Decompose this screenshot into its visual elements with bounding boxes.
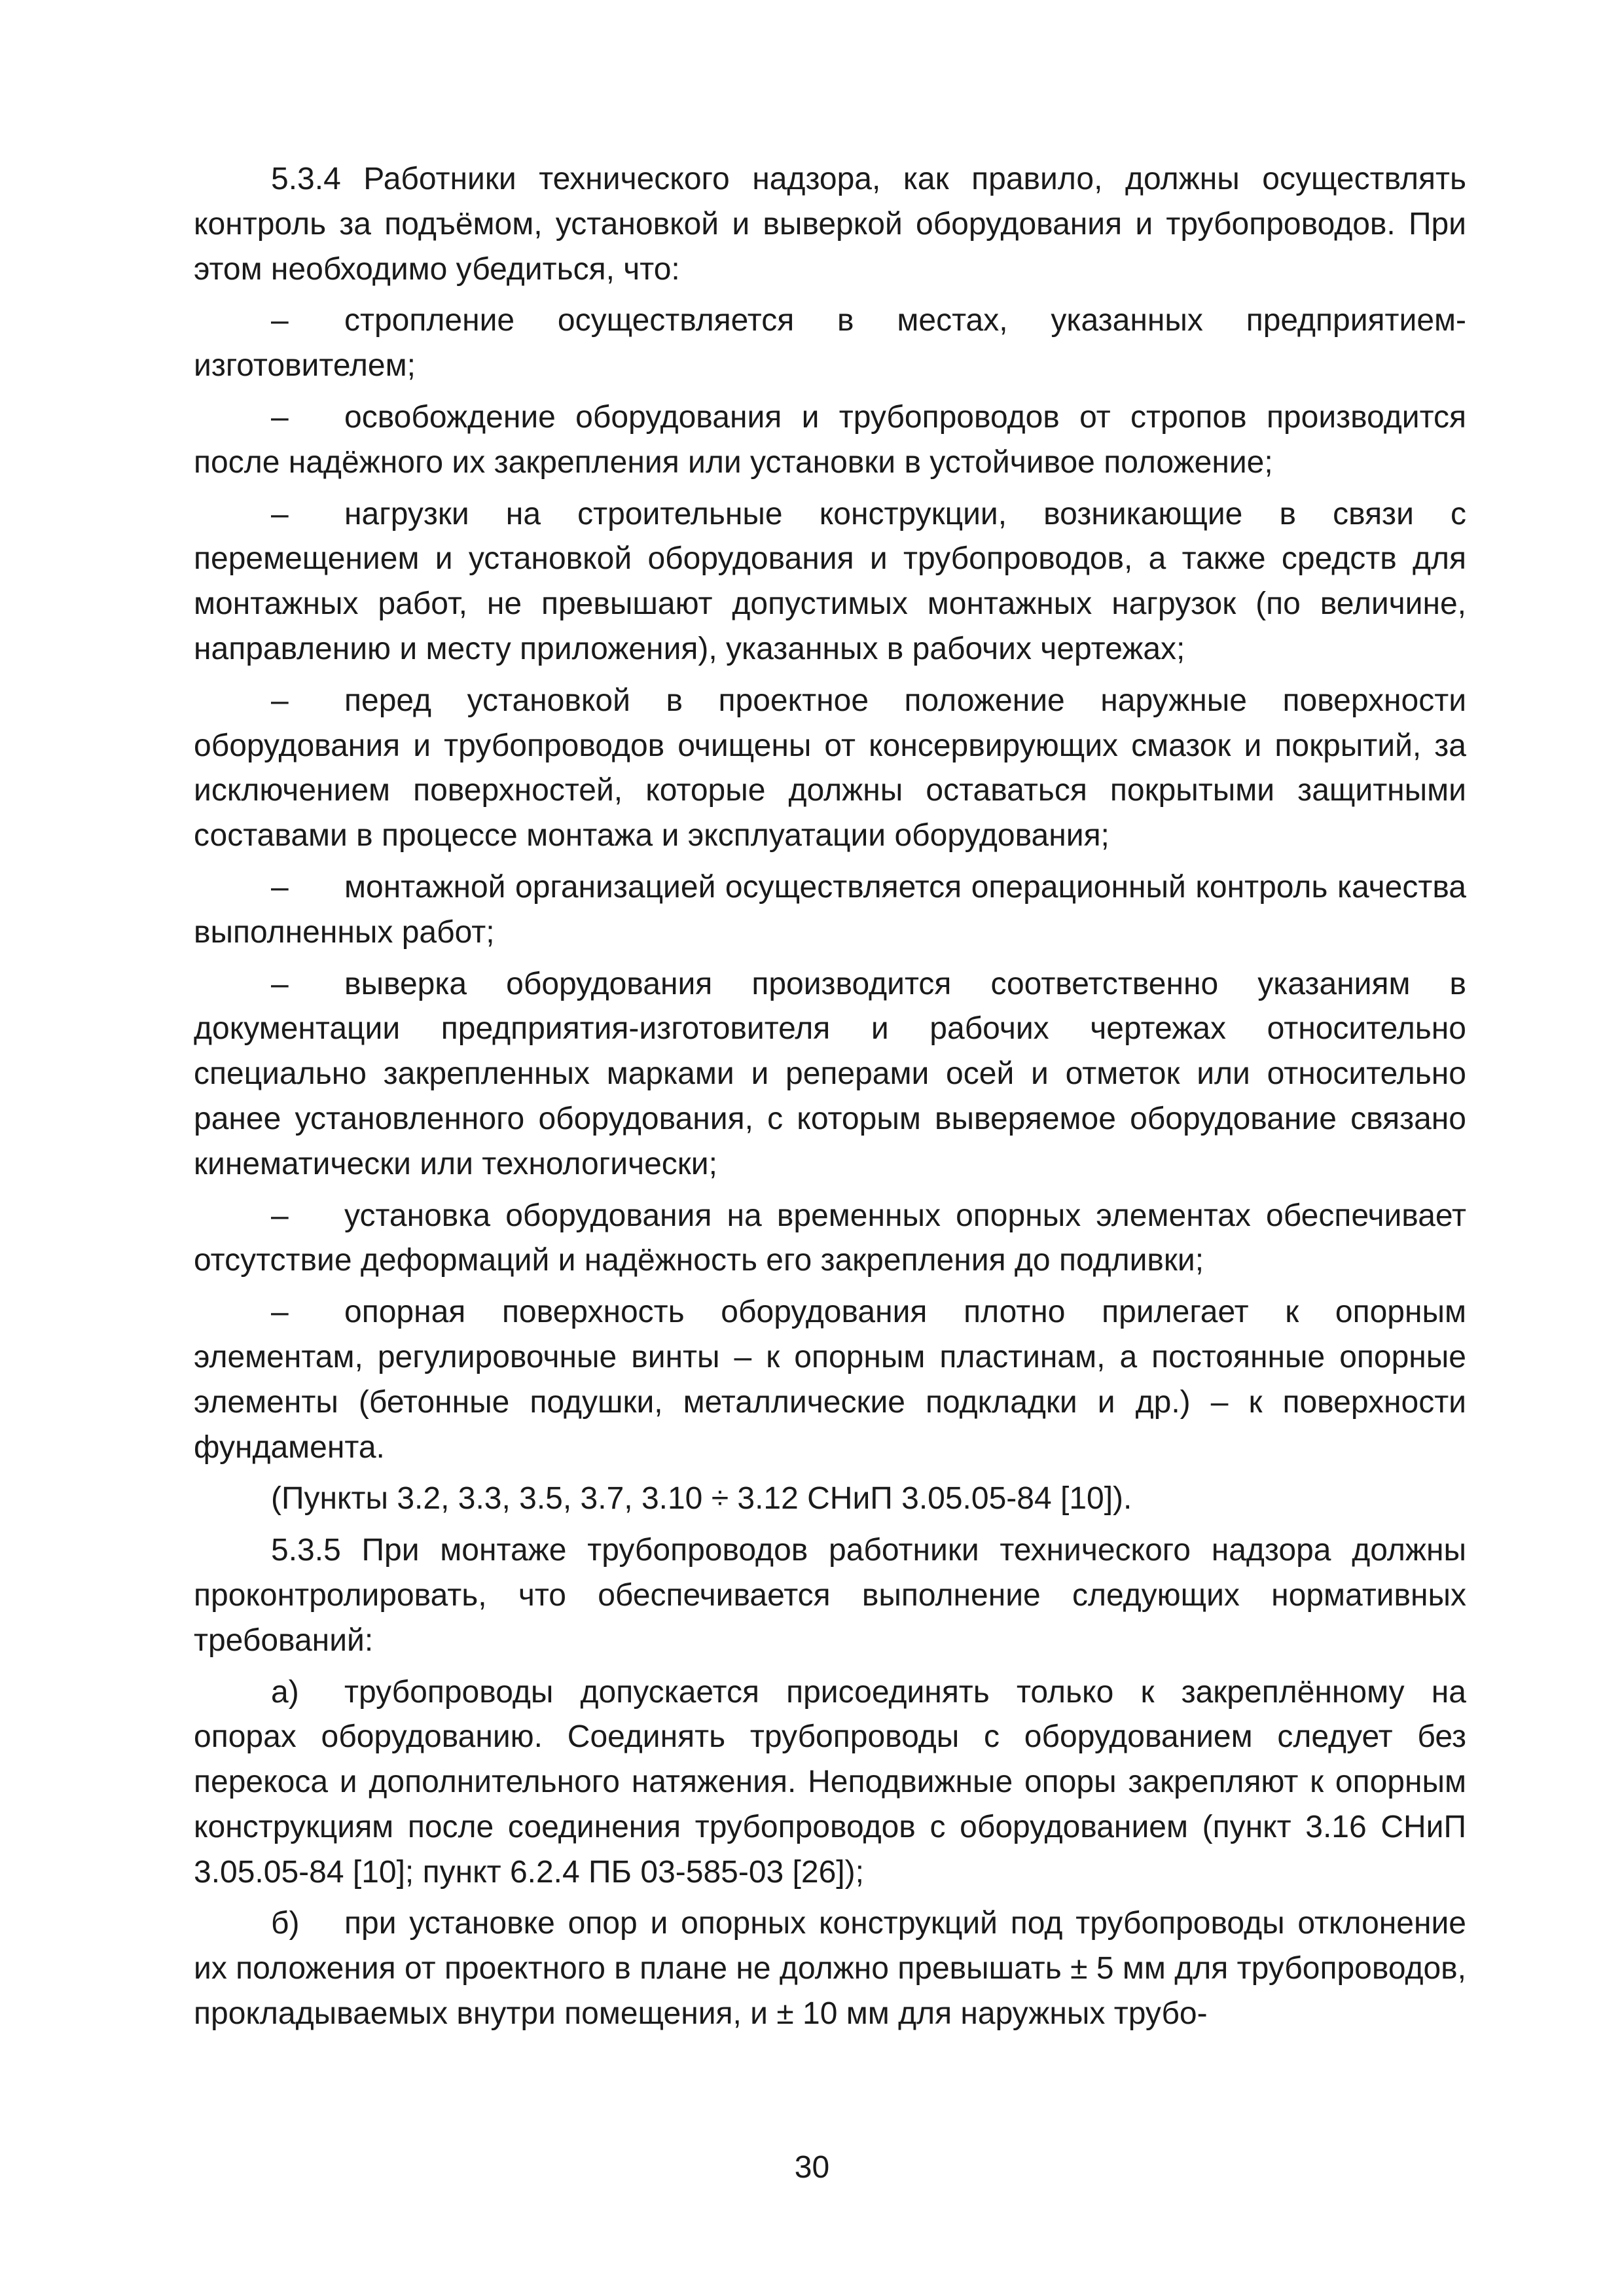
list-text: при установке опор и опорных конструкций под трубопроводы отклонение их положения от проектного в плане не должно превышать ± 5 мм для трубопроводов, прокладываемых внутри помещения, и ± 10 мм для наружных трубо- [194, 1906, 1466, 2032]
bullet-dash: – [271, 869, 289, 905]
list-item-a [194, 1670, 1466, 1895]
bullet-text: перед установкой в проектное положение наружные поверхности оборудования и трубопроводов очищены от консервирующих смазок и покрытий, за исключением поверхностей, которые должны оставаться покрытыми защитными составами в процессе монтажа и эксплуатации оборудования; [194, 683, 1466, 853]
list-marker: а) [271, 1674, 299, 1710]
bullet-text: установка оборудования на временных опорных элементах обеспечивает отсутствие деформаций и надёжность его закрепления до подливки; [194, 1198, 1466, 1278]
list-item-b [194, 1901, 1466, 2036]
list-marker: б) [271, 1906, 300, 1941]
bullet-dash: – [271, 1295, 289, 1330]
bullet-dash: – [271, 303, 289, 338]
document-page [194, 157, 1466, 2043]
paragraph-5-3-5: 5.3.5 При монтаже трубопроводов работники технического надзора должны проконтролировать, что обеспечивается выполнение следующих нормативных требований: [194, 1533, 1466, 1658]
bullet-dash: – [271, 1198, 289, 1233]
bullet-item [194, 679, 1466, 859]
bullet-item [194, 492, 1466, 672]
bullet-text: выверка оборудования производится соответственно указаниям в документации предприятия-изготовителя и рабочих чертежах относительно специально закрепленных марками и реперами осей и отметок или относительно ранее установленного оборудования, с которым выверяемое оборудование связано кинематически или технологически; [194, 966, 1466, 1181]
reference-5-3-4: (Пункты 3.2, 3.3, 3.5, 3.7, 3.10 ÷ 3.12 СНиП 3.05.05-84 [10]). [271, 1481, 1132, 1516]
bullet-text: опорная поверхность оборудования плотно прилегает к опорным элементам, регулировочные винты – к опорным пластинам, а постоянные опорные элементы (бетонные подушки, металлические подкладки и др.) – к поверхности фундамента. [194, 1295, 1466, 1465]
bullet-dash: – [271, 399, 289, 435]
bullet-dash: – [271, 496, 289, 531]
bullet-item [194, 962, 1466, 1187]
bullet-item [194, 298, 1466, 389]
bullet-item [194, 1290, 1466, 1470]
bullet-dash: – [271, 966, 289, 1001]
bullet-item [194, 865, 1466, 956]
bullet-text: стропление осуществляется в местах, указанных предприятием-изготовителем; [194, 303, 1466, 384]
bullet-item [194, 1194, 1466, 1284]
bullet-text: монтажной организацией осуществляется операционный контроль качества выполненных работ; [194, 869, 1466, 950]
bullet-item [194, 395, 1466, 486]
list-text: трубопроводы допускается присоединять только к закреплённому на опорах оборудованию. Соединять трубопроводы с оборудованием следует без перекоса и дополнительного натяжения. Неподвижные опоры закрепляют к опорным конструкциям после соединения трубопроводов с оборудованием (пункт 3.16 СНиП 3.05.05-84 [10]; пункт 6.2.4 ПБ 03-585-03 [26]); [194, 1674, 1466, 1890]
paragraph-5-3-4: 5.3.4 Работники технического надзора, как правило, должны осуществлять контроль за подъёмом, установкой и выверкой оборудования и трубопроводов. При этом необходимо убедиться, что: [194, 162, 1466, 287]
bullet-text: нагрузки на строительные конструкции, возникающие в связи с перемещением и установкой оборудования и трубопроводов, а также средств для монтажных работ, не превышают допустимых монтажных нагрузок (по величине, направлению и месту приложения), указанных в рабочих чертежах; [194, 496, 1466, 666]
bullet-text: освобождение оборудования и трубопроводов от стропов производится после надёжного их закрепления или установки в устойчивое положение; [194, 399, 1466, 480]
page-number: 30 [794, 2150, 830, 2185]
bullet-dash: – [271, 683, 289, 718]
